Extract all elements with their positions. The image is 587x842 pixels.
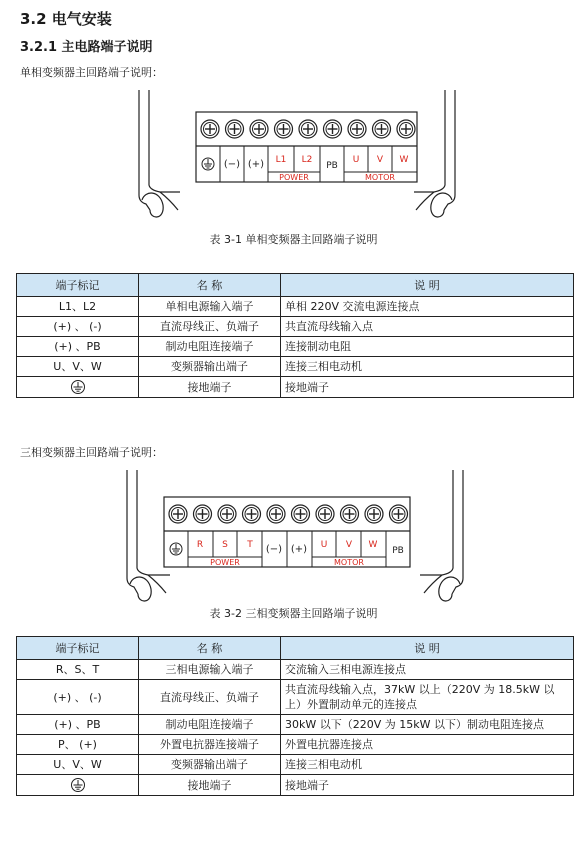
terminal-label: L1 bbox=[275, 155, 287, 165]
terminal-name: 直流母线正、负端子 bbox=[139, 680, 281, 715]
terminal-mark: L1、L2 bbox=[17, 297, 139, 317]
terminal-desc: 共直流母线输入点 bbox=[281, 317, 574, 337]
terminal-label: (+) bbox=[247, 159, 265, 170]
table-row bbox=[17, 680, 574, 715]
terminal-name: 三相电源输入端子 bbox=[139, 660, 281, 680]
three-phase-caption: 表 3-2 三相变频器主回路端子说明 bbox=[209, 607, 378, 620]
terminal-label: PB bbox=[326, 161, 338, 171]
header-desc: 说 明 bbox=[281, 637, 574, 660]
terminal-desc: 连接三相电动机 bbox=[281, 755, 574, 775]
terminal-mark: (+) 、PB bbox=[17, 337, 139, 357]
table-row bbox=[17, 297, 574, 317]
terminal-screw-icon bbox=[201, 120, 219, 138]
terminal-mark: (+) 、PB bbox=[17, 715, 139, 735]
terminal-desc: 连接制动电阻 bbox=[281, 337, 574, 357]
terminal-label: (−) bbox=[265, 544, 283, 555]
table-header-row bbox=[17, 274, 574, 297]
terminal-mark: U、V、W bbox=[17, 357, 139, 377]
terminal-name: 变频器输出端子 bbox=[139, 357, 281, 377]
table-row bbox=[17, 775, 574, 796]
header-mark: 端子标记 bbox=[17, 274, 139, 297]
terminal-screw-icon bbox=[243, 505, 261, 523]
table-row bbox=[17, 715, 574, 735]
terminal-label: V bbox=[376, 155, 384, 165]
table-row bbox=[17, 660, 574, 680]
terminal-desc: 30kW 以下（220V 为 15kW 以下）制动电阻连接点 bbox=[281, 715, 574, 735]
ground-icon bbox=[70, 379, 86, 395]
header-name: 名 称 bbox=[139, 637, 281, 660]
terminal-label: POWER bbox=[210, 558, 240, 567]
terminal-desc: 单相 220V 交流电源连接点 bbox=[281, 297, 574, 317]
ground-icon bbox=[70, 777, 86, 793]
ground-icon bbox=[202, 158, 214, 170]
header-name: 名 称 bbox=[139, 274, 281, 297]
terminal-desc: 外置电抗器连接点 bbox=[281, 735, 574, 755]
terminal-mark: R、S、T bbox=[17, 660, 139, 680]
single-phase-table bbox=[16, 273, 574, 398]
terminal-name: 接地端子 bbox=[139, 775, 281, 796]
three-phase-intro: 三相变频器主回路端子说明： bbox=[20, 446, 163, 459]
terminal-mark: U、V、W bbox=[17, 755, 139, 775]
terminal-screw-icon bbox=[226, 120, 244, 138]
section-title: 3.2 电气安装 bbox=[20, 10, 112, 28]
terminal-screw-icon bbox=[275, 120, 293, 138]
terminal-label: POWER bbox=[279, 173, 309, 182]
terminal-name: 制动电阻连接端子 bbox=[139, 337, 281, 357]
header-mark: 端子标记 bbox=[17, 637, 139, 660]
terminal-screw-icon bbox=[341, 505, 359, 523]
table-row bbox=[17, 377, 574, 398]
three-phase-table bbox=[16, 636, 574, 796]
terminal-label: S bbox=[222, 540, 228, 550]
terminal-name: 接地端子 bbox=[139, 377, 281, 398]
terminal-screw-icon bbox=[267, 505, 285, 523]
terminal-name: 变频器输出端子 bbox=[139, 755, 281, 775]
terminal-screw-icon bbox=[348, 120, 366, 138]
table-row bbox=[17, 337, 574, 357]
terminal-label: W bbox=[399, 155, 409, 165]
terminal-label: R bbox=[196, 540, 204, 550]
terminal-name: 制动电阻连接端子 bbox=[139, 715, 281, 735]
terminal-screw-icon bbox=[299, 120, 317, 138]
terminal-label: V bbox=[345, 540, 353, 550]
terminal-mark: (+) 、 (-) bbox=[17, 317, 139, 337]
table-row bbox=[17, 317, 574, 337]
terminal-label: L2 bbox=[301, 155, 313, 165]
terminal-name: 外置电抗器连接端子 bbox=[139, 735, 281, 755]
terminal-label: MOTOR bbox=[334, 558, 364, 567]
terminal-desc: 共直流母线输入点，37kW 以上（220V 为 18.5kW 以上）外置制动单元的连接点 bbox=[281, 680, 574, 715]
terminal-screw-icon bbox=[316, 505, 334, 523]
terminal-screw-icon bbox=[373, 120, 391, 138]
terminal-label: U bbox=[352, 155, 360, 165]
terminal-label: (−) bbox=[223, 159, 241, 170]
ground-mark bbox=[17, 377, 139, 398]
terminal-screw-icon bbox=[397, 120, 415, 138]
subsection-title: 3.2.1 主电路端子说明 bbox=[20, 40, 153, 55]
ground-icon bbox=[170, 543, 182, 555]
terminal-screw-icon bbox=[250, 120, 268, 138]
terminal-screw-icon bbox=[218, 505, 236, 523]
terminal-screw-icon bbox=[292, 505, 310, 523]
single-phase-caption: 表 3-1 单相变频器主回路端子说明 bbox=[209, 233, 378, 246]
terminal-desc: 交流输入三相电源连接点 bbox=[281, 660, 574, 680]
terminal-label: PB bbox=[392, 546, 404, 556]
terminal-screw-icon bbox=[324, 120, 342, 138]
terminal-desc: 接地端子 bbox=[281, 775, 574, 796]
terminal-desc: 接地端子 bbox=[281, 377, 574, 398]
terminal-label: (+) bbox=[290, 544, 308, 555]
table-row bbox=[17, 755, 574, 775]
table-row bbox=[17, 735, 574, 755]
terminal-label: U bbox=[320, 540, 328, 550]
terminal-name: 直流母线正、负端子 bbox=[139, 317, 281, 337]
terminal-screw-icon bbox=[365, 505, 383, 523]
terminal-screw-icon bbox=[194, 505, 212, 523]
terminal-mark: (+) 、 (-) bbox=[17, 680, 139, 715]
terminal-desc: 连接三相电动机 bbox=[281, 357, 574, 377]
terminal-label: T bbox=[247, 540, 253, 550]
terminal-label: MOTOR bbox=[365, 173, 395, 182]
terminal-label: W bbox=[368, 540, 378, 550]
terminal-mark: P、 (+) bbox=[17, 735, 139, 755]
header-desc: 说 明 bbox=[281, 274, 574, 297]
terminal-screw-icon bbox=[390, 505, 408, 523]
terminal-name: 单相电源输入端子 bbox=[139, 297, 281, 317]
single-phase-intro: 单相变频器主回路端子说明： bbox=[20, 66, 163, 79]
ground-mark bbox=[17, 775, 139, 796]
table-header-row bbox=[17, 637, 574, 660]
terminal-screw-icon bbox=[169, 505, 187, 523]
table-row bbox=[17, 357, 574, 377]
